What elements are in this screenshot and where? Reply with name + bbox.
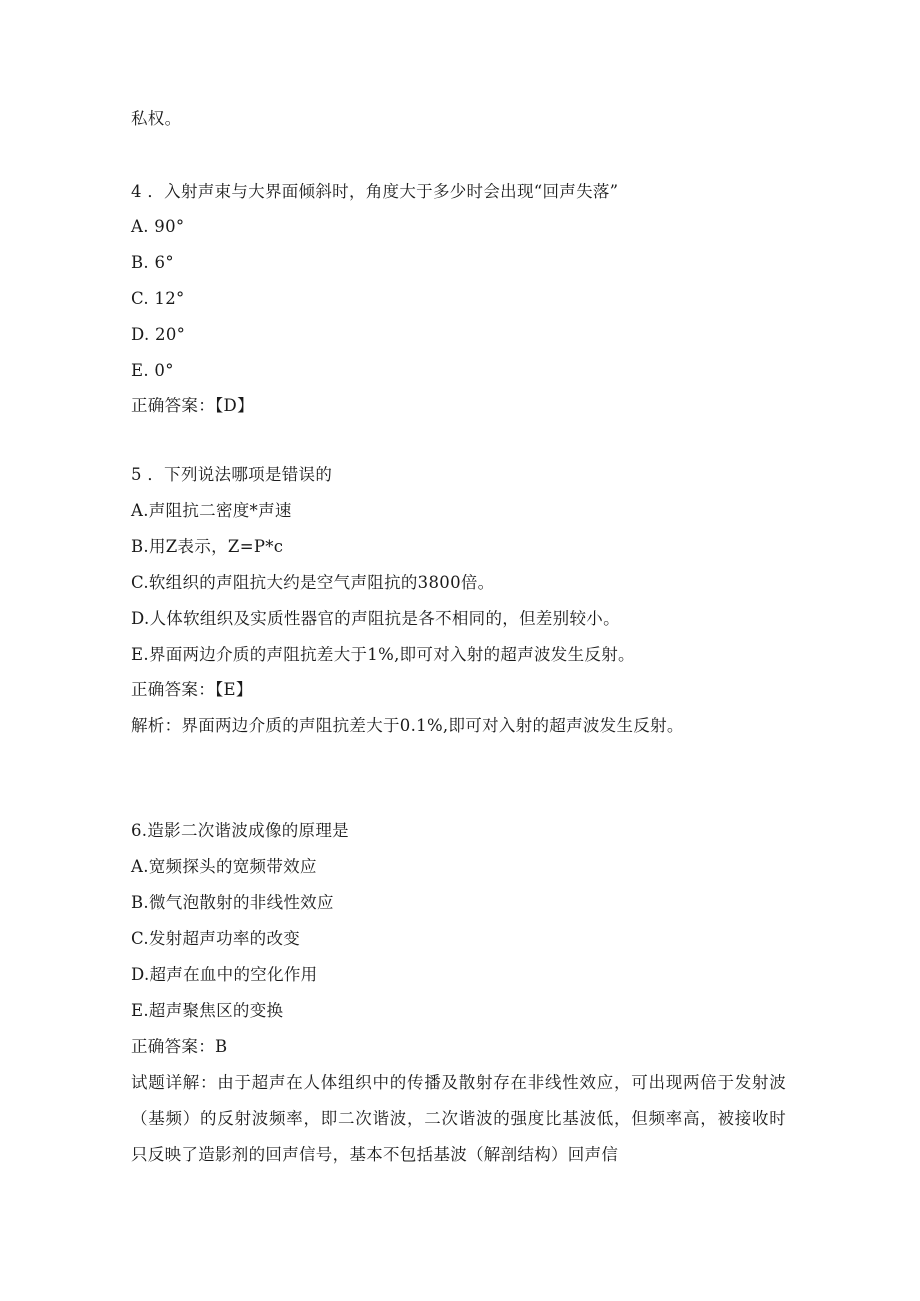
q4-option-b: B. 6° xyxy=(131,253,174,272)
q4-option-e: E. 0° xyxy=(131,361,174,380)
q5-option-c: C.软组织的声阻抗大约是空气声阻抗的3800倍。 xyxy=(131,573,495,592)
q5-answer: 正确答案：【E】 xyxy=(131,680,253,699)
q6-stem: 6.造影二次谐波成像的原理是 xyxy=(131,821,349,840)
q4-answer: 正确答案：【D】 xyxy=(131,396,254,415)
q4-option-d: D. 20° xyxy=(131,325,186,344)
intro-tail-text: 私权。 xyxy=(131,109,182,128)
q6-answer: 正确答案：B xyxy=(131,1037,228,1056)
q4-option-c: C. 12° xyxy=(131,289,185,308)
q4-option-a: A. 90° xyxy=(131,217,185,236)
q4-stem: 4 ．入射声束与大界面倾斜时，角度大于多少时会出现“回声失落” xyxy=(131,182,619,201)
q6-option-d: D.超声在血中的空化作用 xyxy=(131,965,318,984)
q5-option-d: D.人体软组织及实质性器官的声阻抗是各不相同的，但差别较小。 xyxy=(131,609,620,628)
q6-detail-paragraph: 试题详解：由于超声在人体组织中的传播及散射存在非线性效应，可出现两倍于发射波（基频）的反射波频率，即二次谐波，二次谐波的强度比基波低，但频率高，被接收时只反映了造影剂的回声信号，基本不包括基波（解剖结构）回声信 xyxy=(131,1073,786,1164)
q6-option-c: C.发射超声功率的改变 xyxy=(131,929,301,948)
q5-analysis: 解析：界面两边介质的声阻抗差大于0.1%,即可对入射的超声波发生反射。 xyxy=(131,716,684,735)
q5-stem: 5 ．下列说法哪项是错误的 xyxy=(131,465,333,484)
q5-option-a: A.声阻抗二密度*声速 xyxy=(131,501,292,520)
q6-option-e: E.超声聚焦区的变换 xyxy=(131,1001,284,1020)
q5-option-e: E.界面两边介质的声阻抗差大于1%,即可对入射的超声波发生反射。 xyxy=(131,645,635,664)
q5-option-b: B.用Z表示，Z=P*c xyxy=(131,537,284,556)
q6-option-b: B.微气泡散射的非线性效应 xyxy=(131,893,334,912)
q6-option-a: A.宽频探头的宽频带效应 xyxy=(131,857,317,876)
